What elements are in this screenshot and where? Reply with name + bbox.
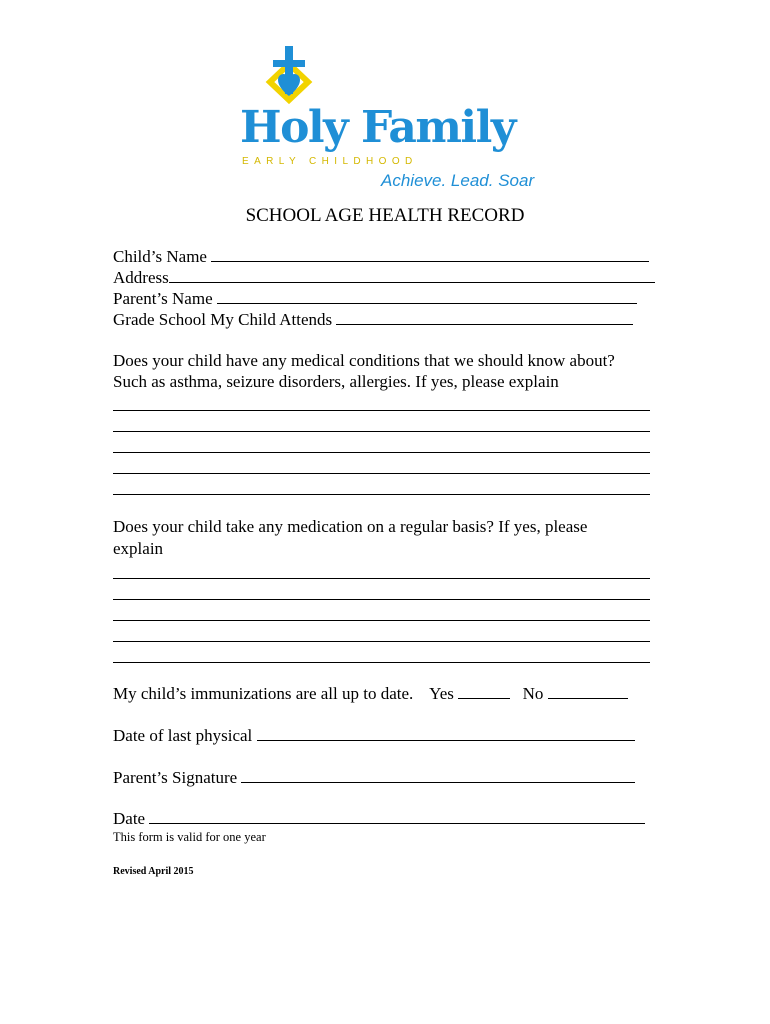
immunizations-yes-label: Yes bbox=[429, 684, 454, 703]
grade-school-label: Grade School My Child Attends bbox=[113, 310, 333, 329]
grade-school-field[interactable] bbox=[336, 309, 633, 325]
date-row bbox=[113, 808, 645, 829]
parent-name-field[interactable] bbox=[217, 288, 637, 304]
valid-note: This form is valid for one year bbox=[113, 830, 266, 844]
holy-family-logo bbox=[236, 44, 536, 194]
medical-answer-line[interactable] bbox=[113, 431, 650, 432]
child-name-row bbox=[113, 246, 649, 267]
physical-date-field[interactable] bbox=[257, 725, 635, 741]
parent-name-row bbox=[113, 288, 637, 309]
immunizations-row bbox=[113, 683, 628, 704]
grade-school-row bbox=[113, 309, 633, 330]
address-row bbox=[113, 267, 655, 288]
medication-answer-line[interactable] bbox=[113, 599, 650, 600]
medical-answer-line[interactable] bbox=[113, 410, 650, 411]
medication-answer-line[interactable] bbox=[113, 620, 650, 621]
physical-row bbox=[113, 725, 635, 746]
immunizations-no-label: No bbox=[522, 684, 544, 703]
child-name-field[interactable] bbox=[211, 246, 649, 262]
logo-name: Holy Family bbox=[240, 102, 515, 153]
immunizations-no-field[interactable] bbox=[548, 683, 628, 699]
immunizations-label: My child’s immunizations are all up to date. bbox=[113, 684, 414, 703]
logo-subtitle: EARLY CHILDHOOD bbox=[242, 156, 418, 167]
date-field[interactable] bbox=[149, 808, 645, 824]
medical-question-line1: Does your child have any medical conditions that we should know about? bbox=[113, 351, 615, 370]
child-name-label: Child’s Name bbox=[113, 247, 207, 266]
medical-answer-line[interactable] bbox=[113, 494, 650, 495]
physical-label: Date of last physical bbox=[113, 726, 253, 745]
medication-question-line1: Does your child take any medication on a regular basis? If yes, please bbox=[113, 517, 588, 536]
form-title: SCHOOL AGE HEALTH RECORD bbox=[245, 205, 525, 226]
parent-name-label: Parent’s Name bbox=[113, 289, 213, 308]
medical-answer-line[interactable] bbox=[113, 473, 650, 474]
signature-label: Parent’s Signature bbox=[113, 768, 238, 787]
medication-question-line2: explain bbox=[113, 539, 164, 558]
address-label: Address bbox=[113, 268, 169, 287]
medication-answer-line[interactable] bbox=[113, 641, 650, 642]
medication-answer-line[interactable] bbox=[113, 662, 650, 663]
logo-tagline: Achieve. Lead. Soar bbox=[381, 171, 535, 190]
revision-note: Revised April 2015 bbox=[113, 866, 194, 877]
medical-answer-line[interactable] bbox=[113, 452, 650, 453]
signature-field[interactable] bbox=[241, 767, 635, 783]
address-field[interactable] bbox=[169, 267, 655, 283]
immunizations-yes-field[interactable] bbox=[458, 683, 510, 699]
medication-answer-line[interactable] bbox=[113, 578, 650, 579]
date-label: Date bbox=[113, 809, 146, 828]
signature-row bbox=[113, 767, 635, 788]
medical-question-line2: Such as asthma, seizure disorders, allergies. If yes, please explain bbox=[113, 372, 559, 391]
